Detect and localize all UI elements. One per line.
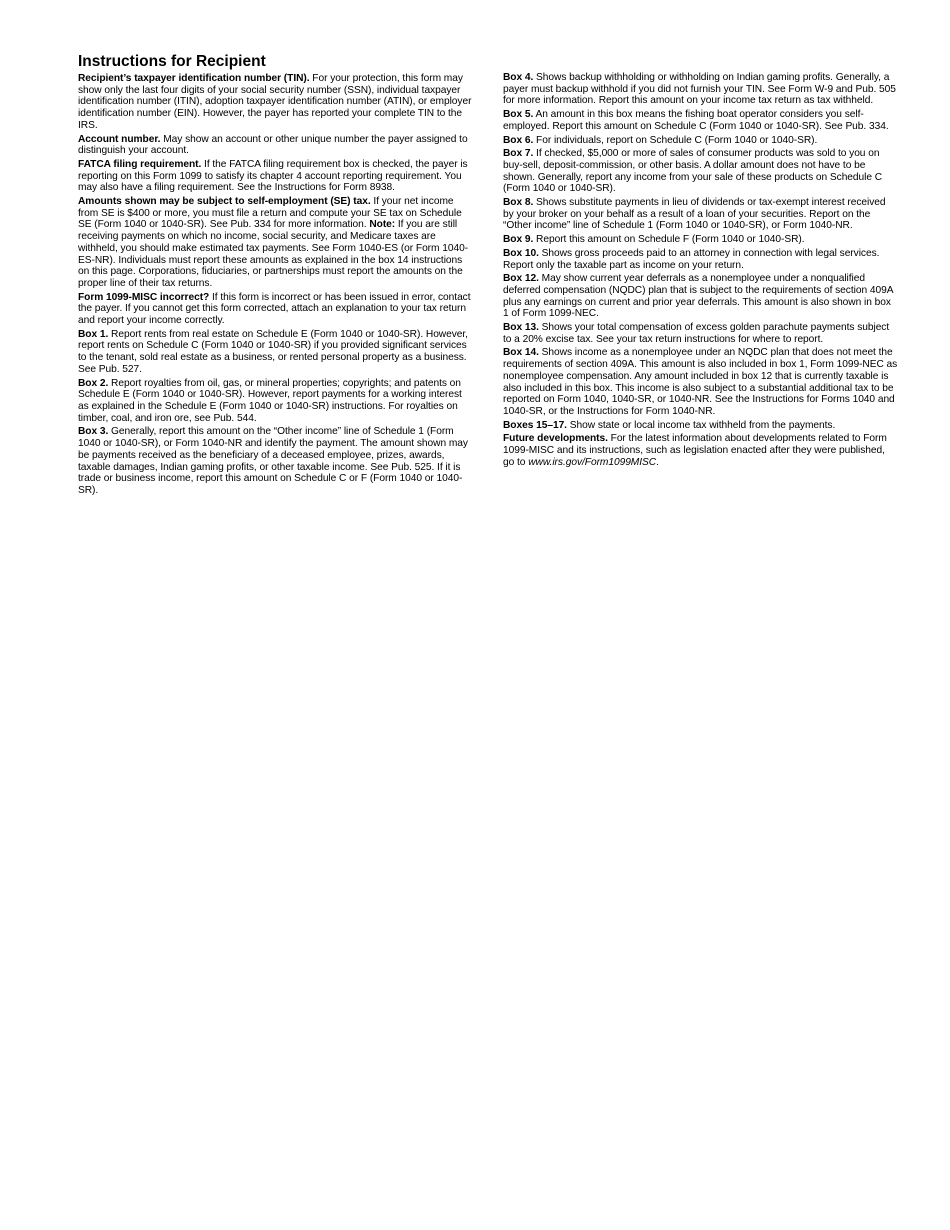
paragraph-text: For individuals, report on Schedule C (Form 1040 or 1040-SR).: [533, 134, 818, 146]
paragraph-label: Account number.: [78, 133, 161, 145]
se-tax-paragraph: [78, 196, 473, 290]
paragraph-text: Show state or local income tax withheld from the payments.: [566, 419, 836, 431]
paragraph-label: Box 10.: [503, 247, 539, 259]
paragraph-label: Recipient’s taxpayer identification number (TIN).: [78, 73, 310, 84]
fatca-paragraph: [78, 159, 473, 194]
paragraph-label: Box 14.: [503, 347, 539, 359]
box-14-paragraph: [503, 347, 898, 417]
paragraph-text: For the latest information about developments related to Form 1099-MISC and its instructions, such as legislation enacted after they were published, go to: [503, 433, 887, 468]
paragraph-text: May show current year deferrals as a nonemployee under a nonqualified deferred compensation (NQDC) plan that is subject to the requirements of section 409A plus any earnings on current and prior year deferrals. This amount is also shown in box 1 of Form 1099-NEC.: [503, 273, 893, 320]
future-developments-paragraph: [503, 433, 898, 468]
paragraph-text: Generally, report this amount on the “Other income” line of Schedule 1 (Form 1040 or 1040-SR), or Form 1040-NR and identify the payment. The amount shown may be payments received as the beneficiary of a deceased employee, prizes, awards, taxable damages, Indian gaming profits, or other taxable income. See Pub. 525. If it is trade or business income, report this amount on Schedule C or F (Form 1040 or 1040-SR).: [78, 426, 468, 496]
box-13-paragraph: [503, 322, 898, 345]
paragraph-text: For your protection, this form may show only the last four digits of your social security number (SSN), individual taxpayer identification number (ITIN), adoption taxpayer identification number (ATIN), or employer identification number (EIN). However, the payer has reported your complete TIN to the IRS.: [78, 73, 472, 131]
paragraph-text: Shows income as a nonemployee under an NQDC plan that does not meet the requirements of section 409A. This amount is also included in box 1, Form 1099-NEC as nonemployee compensation. Any amount included in box 12 that is currently taxable is also included in this box. This income is also subject to a substantial additional tax to be reported on Form 1040, 1040-SR, or 1040-NR. See the Instructions for Forms 1040 and 1040-SR, or the Instructions for Form 1040-NR.: [503, 347, 898, 417]
paragraph-text: Shows backup withholding or withholding on Indian gaming profits. Generally, a payer must backup withhold if you did not furnish your TIN. See Form W-9 and Pub. 505 for more information. Report this amount on your income tax return as tax withheld.: [503, 72, 896, 107]
paragraph-label: Box 7.: [503, 148, 534, 160]
box-7-paragraph: [503, 148, 898, 195]
paragraph-label: Box 8.: [503, 197, 534, 209]
paragraph-label: Box 9.: [503, 234, 534, 246]
page-title: Instructions for Recipient: [78, 53, 266, 70]
irs-website-link[interactable]: www.irs.gov/Form1099MISC: [528, 456, 657, 468]
box-10-paragraph: [503, 248, 898, 271]
box-5-paragraph: [503, 109, 898, 132]
box-9-paragraph: [503, 234, 898, 246]
paragraph-label: FATCA filing requirement.: [78, 158, 202, 170]
paragraph-label: Future developments.: [503, 433, 608, 445]
box-4-paragraph: [503, 72, 898, 107]
paragraph-label: Box 13.: [503, 322, 539, 334]
tin-paragraph: [78, 73, 473, 132]
paragraph-label: Box 3.: [78, 426, 109, 438]
paragraph-text: May show an account or other unique number the payer assigned to distinguish your account.: [78, 133, 468, 157]
note-label: Note:: [369, 219, 396, 231]
paragraph-label: Box 5.: [503, 109, 534, 121]
paragraph-label: Boxes 15–17.: [503, 419, 567, 431]
box-2-paragraph: [78, 378, 473, 425]
paragraph-text: If the FATCA filing requirement box is checked, the payer is reporting on this Form 1099 to satisfy its chapter 4 account reporting requirement. You may also have a filing requirement. See the Instructions for Form 8938.: [78, 158, 468, 194]
form-incorrect-paragraph: [78, 292, 473, 327]
box-8-paragraph: [503, 197, 898, 232]
note-text: If you are still receiving payments on which no income, social security, and Medicare taxes are withheld, you should make estimated tax payments. See Form 1040-ES (or Form 1040-ES-NR). Individuals must report these amounts as explained in the box 14 instructions on this page. Corporations, fiduciaries, or partnerships must report the amounts on the proper line of their tax returns.: [78, 219, 469, 289]
paragraph-label: Amounts shown may be subject to self-employment (SE) tax.: [78, 196, 371, 208]
paragraph-text: An amount in this box means the fishing boat operator considers you self-employed. Report this amount on Schedule C (Form 1040 or 1040-SR). See Pub. 334.: [503, 109, 889, 132]
box-6-paragraph: [503, 135, 898, 147]
paragraph-text: Shows gross proceeds paid to an attorney in connection with legal services. Report only the taxable part as income on your return.: [503, 247, 880, 271]
paragraph-text: Report this amount on Schedule F (Form 1040 or 1040-SR).: [533, 234, 805, 246]
paragraph-text: Shows substitute payments in lieu of dividends or tax-exempt interest received by your broker on your behalf as a result of a loan of your securities. Report on the “Other income” line of Schedule 1 (Form 1040 or 1040-SR), or Form 1040-NR.: [503, 197, 886, 232]
paragraph-text: Shows your total compensation of excess golden parachute payments subject to a 20% excise tax. See your tax return instructions for where to report.: [503, 322, 890, 345]
paragraph-text: Report royalties from oil, gas, or mineral properties; copyrights; and patents on Schedule E (Form 1040 or 1040-SR). However, report payments for a working interest as explained in the Schedule E (Form 1040 or 1040-SR) instructions. For royalties on timber, coal, and iron ore, see Pub. 544.: [78, 377, 462, 424]
paragraph-text: Report rents from real estate on Schedule E (Form 1040 or 1040-SR). However, report rents on Schedule C (Form 1040 or 1040-SR) if you provided significant services to the tenant, sold real estate as a business, or rented personal property as a business. See Pub. 527.: [78, 328, 468, 375]
box-12-paragraph: [503, 273, 898, 320]
box-3-paragraph: [78, 426, 473, 496]
paragraph-label: Box 12.: [503, 273, 539, 285]
paragraph-label: Form 1099-MISC incorrect?: [78, 291, 210, 303]
account-number-paragraph: [78, 134, 473, 157]
paragraph-label: Box 1.: [78, 328, 109, 340]
paragraph-label: Box 4.: [503, 72, 534, 83]
paragraph-text: If this form is incorrect or has been issued in error, contact the payer. If you cannot get this form corrected, attach an explanation to your tax return and report your income correctly.: [78, 291, 471, 327]
box-1-paragraph: [78, 329, 473, 376]
paragraph-label: Box 2.: [78, 377, 109, 389]
paragraph-tail: .: [656, 456, 659, 468]
paragraph-text: If checked, $5,000 or more of sales of consumer products was sold to you on buy-sell, deposit-commission, or other basis. A dollar amount does not have to be shown. Generally, report any income from your sale of these products on Schedule C (Form 1040 or 1040-SR).: [503, 148, 883, 195]
boxes-15-17-paragraph: [503, 420, 898, 432]
paragraph-label: Box 6.: [503, 134, 534, 146]
right-column: [503, 72, 898, 471]
paragraph-text: If your net income from SE is $400 or more, you must file a return and compute your SE tax on Schedule SE (Form 1040 or 1040-SR). See Pub. 334 for more information.: [78, 196, 462, 231]
left-column: [78, 53, 473, 499]
